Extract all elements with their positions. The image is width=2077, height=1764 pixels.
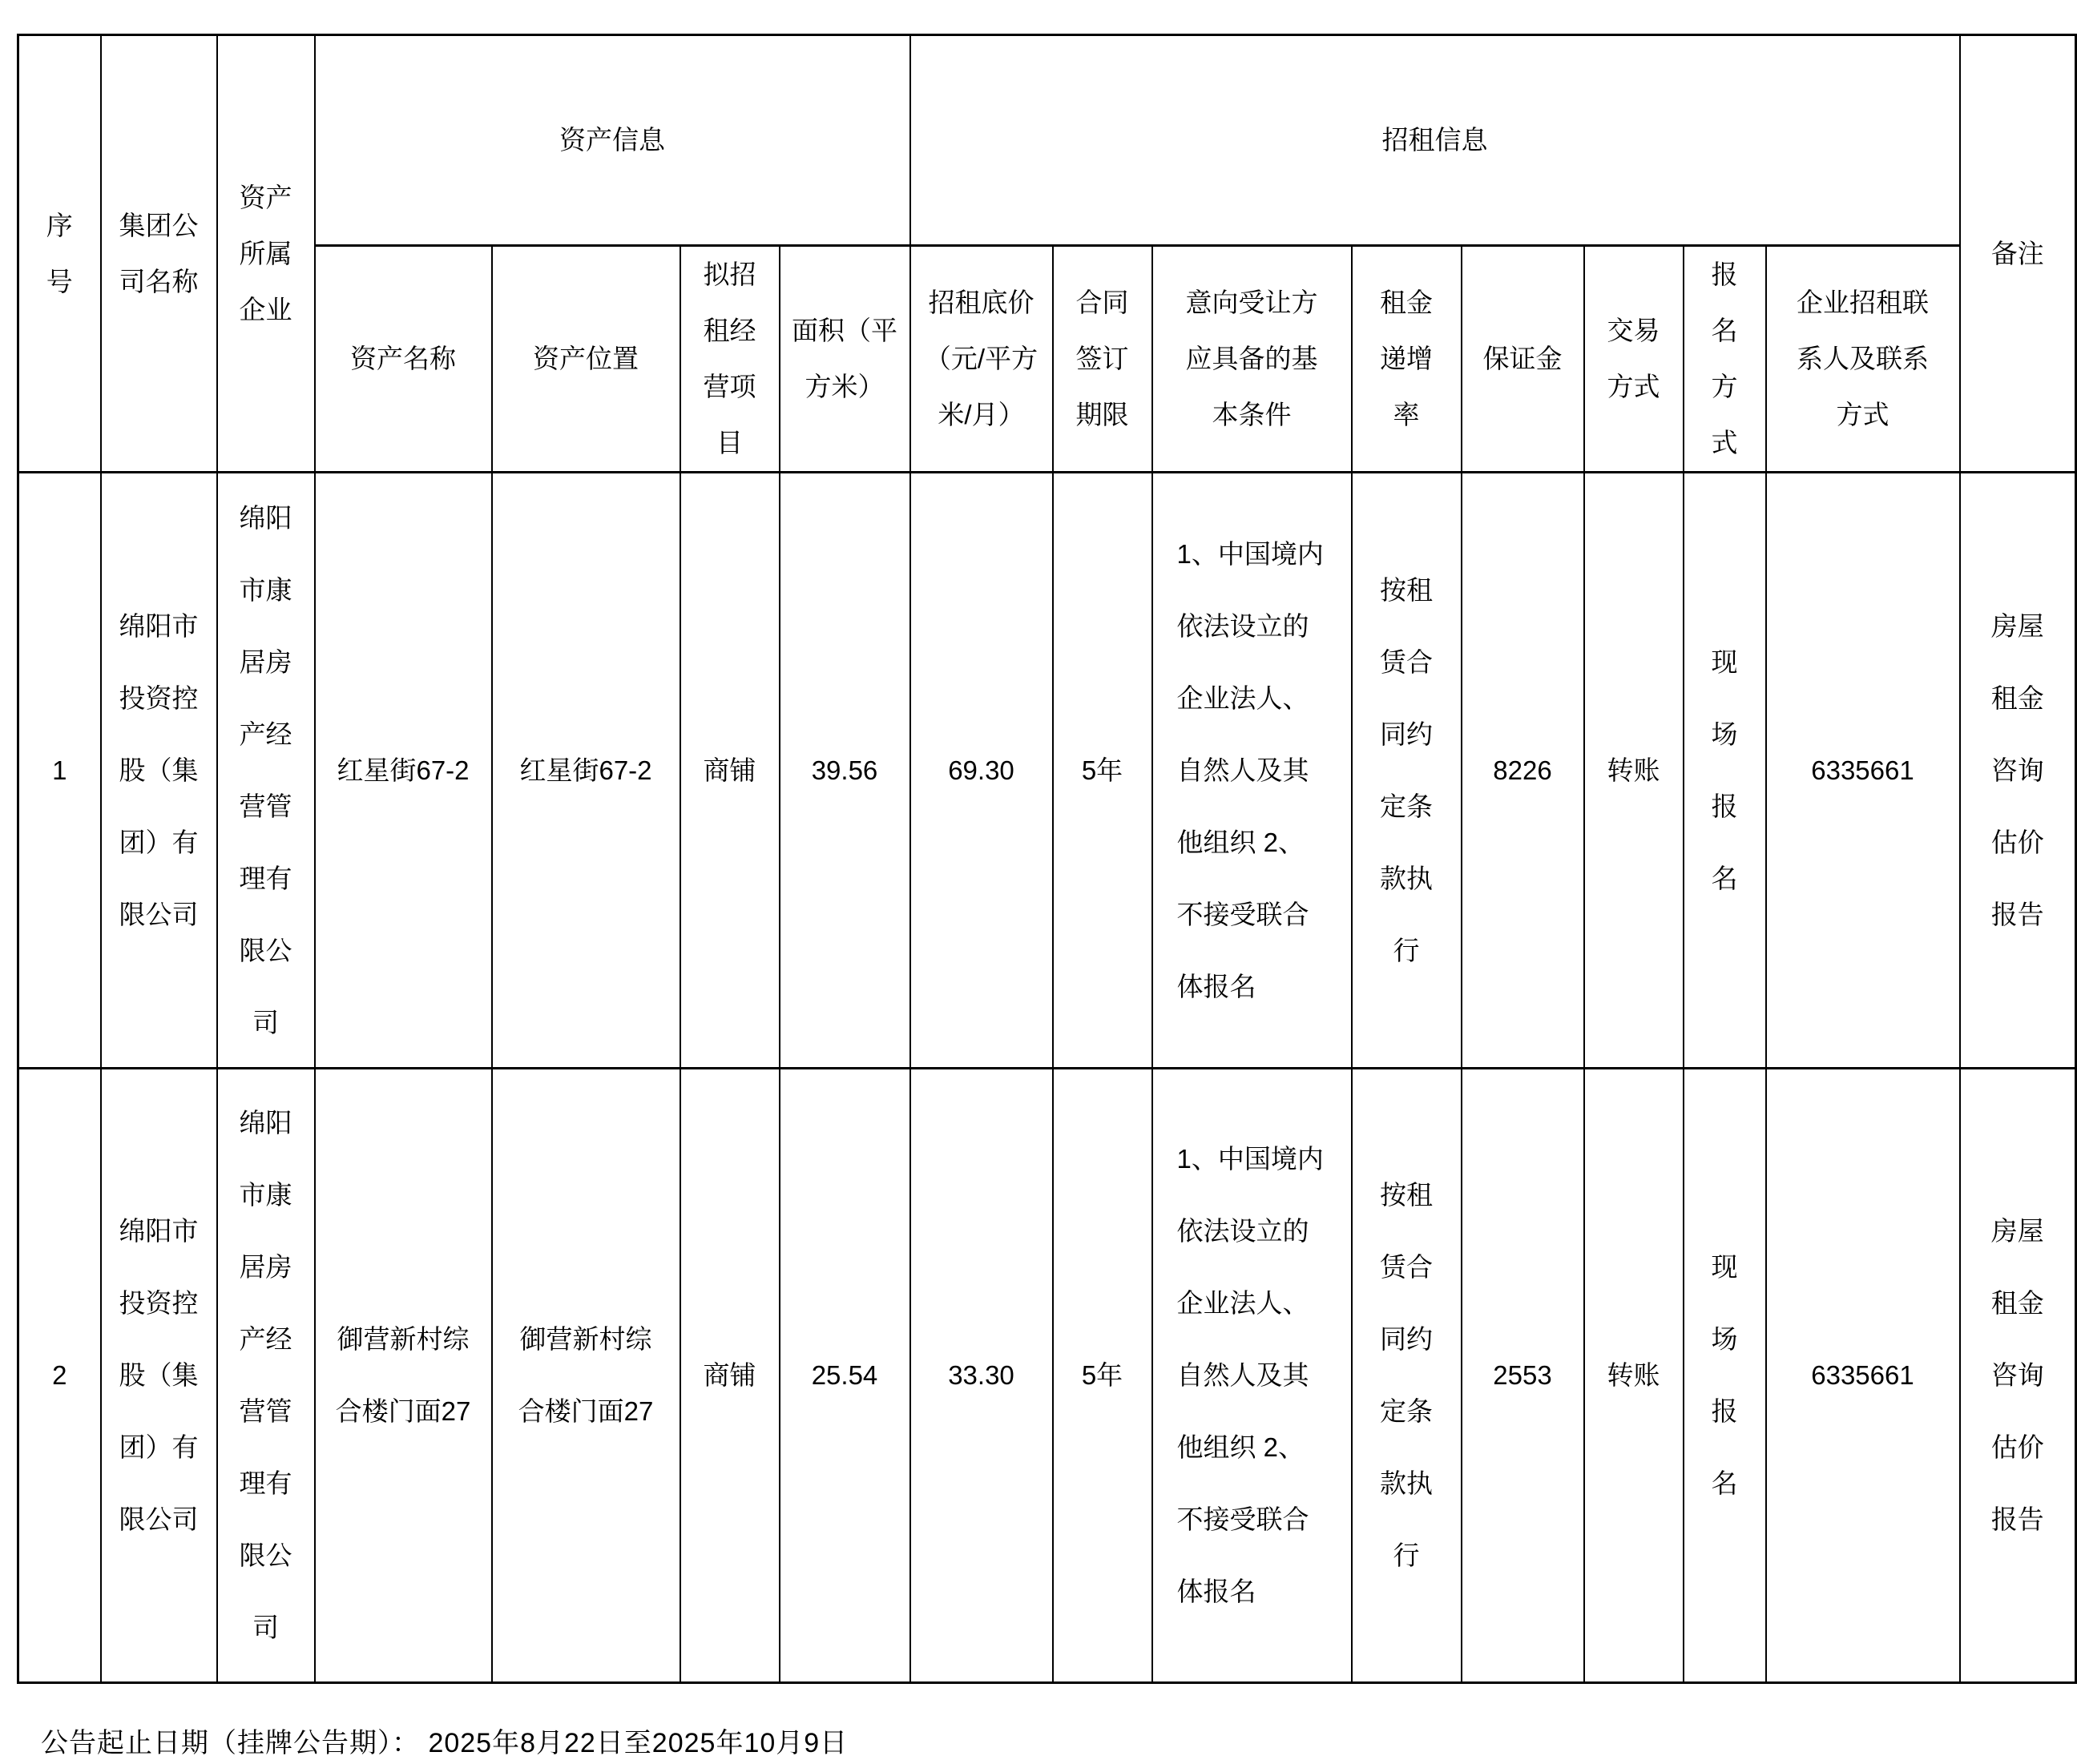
header-asset-location: 资产位置 [492,246,680,473]
cell-base-price: 69.30 [910,473,1053,1069]
cell-contract-term: 5年 [1053,1069,1152,1683]
cell-contact: 6335661 [1766,473,1960,1069]
table-row [18,1069,2076,1683]
cell-registration-method: 现场报名 [1684,473,1766,1069]
table-row [18,473,2076,1069]
header-asset-name: 资产名称 [315,246,492,473]
cell-index: 2 [18,1069,101,1683]
group-header-leasing-info: 招租信息 [910,35,1960,246]
cell-remarks: 房屋租金咨询估价报告 [1960,473,2076,1069]
cell-transaction-method: 转账 [1584,1069,1684,1683]
header-contact: 企业招租联系人及联系方式 [1766,246,1960,473]
cell-group-company: 绵阳市投资控股（集团）有限公司 [101,1069,217,1683]
cell-group-company: 绵阳市投资控股（集团）有限公司 [101,473,217,1069]
cell-contract-term: 5年 [1053,473,1152,1069]
header-base-price: 招租底价（元/平方米/月） [910,246,1053,473]
cell-rent-increase: 按租赁合同约定条款执行 [1352,473,1462,1069]
cell-asset-location: 御营新村综合楼门面27 [492,1069,680,1683]
announcement-period: 公告起止日期（挂牌公告期）： 2025年8月22日至2025年10月9日 [41,1728,849,1758]
cell-deposit: 8226 [1462,473,1584,1069]
cell-registration-method: 现场报名 [1684,1069,1766,1683]
header-remarks: 备注 [1960,35,2076,473]
cell-asset-name: 御营新村综合楼门面27 [315,1069,492,1683]
cell-area: 39.56 [780,473,910,1069]
cell-asset-name: 红星街67-2 [315,473,492,1069]
cell-remarks: 房屋租金咨询估价报告 [1960,1069,2076,1683]
cell-planned-project: 商铺 [680,473,780,1069]
header-group-company: 集团公司名称 [101,35,217,473]
header-index: 序号 [18,35,101,473]
cell-conditions: 1、中国境内依法设立的企业法人、自然人及其他组织 2、不接受联合体报名 [1152,473,1352,1069]
header-area: 面积（平方米） [780,246,910,473]
header-contract-term: 合同签订期限 [1053,246,1152,473]
cell-asset-owner: 绵阳市康居房产经营管理有限公司 [217,1069,315,1683]
leasing-announcement-table [17,34,2077,1684]
header-registration-method: 报名方式 [1684,246,1766,473]
cell-base-price: 33.30 [910,1069,1053,1683]
cell-rent-increase: 按租赁合同约定条款执行 [1352,1069,1462,1683]
cell-area: 25.54 [780,1069,910,1683]
cell-deposit: 2553 [1462,1069,1584,1683]
cell-asset-owner: 绵阳市康居房产经营管理有限公司 [217,473,315,1069]
header-transaction-method: 交易方式 [1584,246,1684,473]
cell-index: 1 [18,473,101,1069]
cell-planned-project: 商铺 [680,1069,780,1683]
header-deposit: 保证金 [1462,246,1584,473]
header-planned-project: 拟招租经营项目 [680,246,780,473]
header-conditions: 意向受让方应具备的基本条件 [1152,246,1352,473]
cell-transaction-method: 转账 [1584,473,1684,1069]
cell-asset-location: 红星街67-2 [492,473,680,1069]
header-asset-owner: 资产所属企业 [217,35,315,473]
group-header-asset-info: 资产信息 [315,35,910,246]
cell-contact: 6335661 [1766,1069,1960,1683]
cell-conditions: 1、中国境内依法设立的企业法人、自然人及其他组织 2、不接受联合体报名 [1152,1069,1352,1683]
header-rent-increase: 租金递增率 [1352,246,1462,473]
